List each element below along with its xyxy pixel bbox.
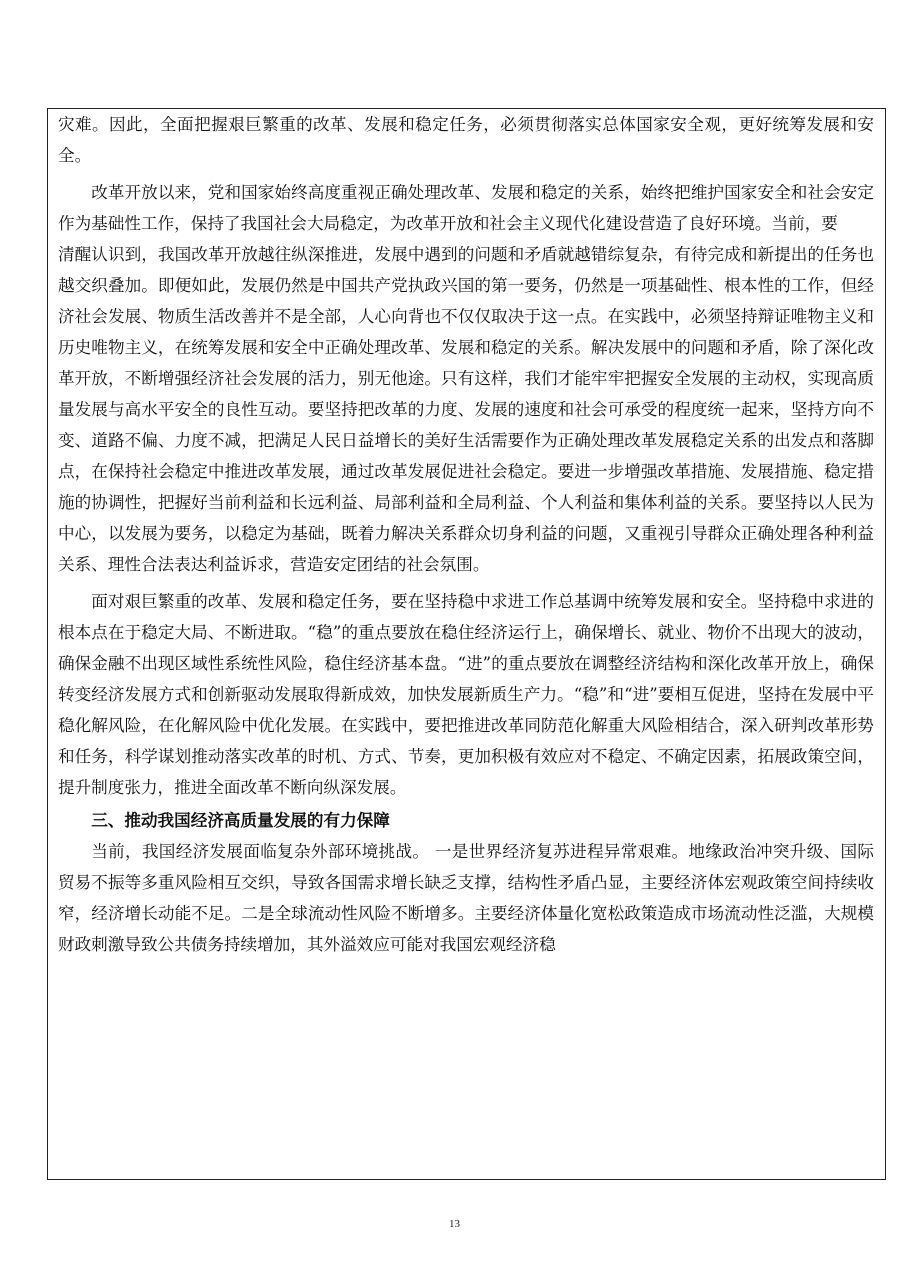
paragraph-awareness-complexity: 清醒认识到，我国改革开放越往纵深推进，发展中遇到的问题和矛盾就越错综复杂，有待完成和新提出的任务也越交织叠加。即便如此，发展仍然是中国共产党执政兴国的第一要务，仍然是一项基础性、根本性的工作，但经济社会发展、物质生活改善并不是全部，人心向背也不仅仅取决于这一点。在实践中，必须坚持辩证唯物主义和历史唯物主义，在统筹发展和安全中正确处理改革、发展和稳定的关系。解决发展中的问题和矛盾，除了深化改革开放，不断增强经济社会发展的活力，别无他途。只有这样，我们才能牢牢把握安全发展的主动权，实现高质量发展与高水平安全的良性互动。要坚持把改革的力度、发展的速度和社会可承受的程度统一起来，坚持方向不变、道路不偏、力度不减，把满足人民日益增长的美好生活需要作为正确处理改革发展稳定关系的出发点和落脚点，在保持社会稳定中推进改革发展，通过改革发展促进社会稳定。要进一步增强改革措施、发展措施、稳定措施的协调性，把握好当前利益和长远利益、局部利益和全局利益、个人利益和集体利益的关系。要坚持以人民为中心，以发展为要务，以稳定为基础，既着力解决关系群众切身利益的问题，又重视引导群众正确处理各种利益关系、理性合法表达利益诉求，营造安定团结的社会氛围。 (58, 245, 874, 574)
paragraph-external-challenges: 当前，我国经济发展面临复杂外部环境挑战。 一是世界经济复苏进程异常艰难。地缘政治冲突升级、国际贸易不振等多重风险相互交织，导致各国需求增长缺乏支撑，结构性矛盾凸显，主要经济体宏观政策空间持续收窄，经济增长动能不足。二是全球流动性风险不断增多。主要经济体量化宽松政策造成市场流动性泛滥，大规模财政刺激导致公共债务持续增加，其外溢效应可能对我国宏观经济稳 (58, 842, 874, 954)
page-number: 13 (449, 1218, 460, 1230)
paragraph-stability-progress: 面对艰巨繁重的改革、发展和稳定任务，要在坚持稳中求进工作总基调中统筹发展和安全。坚持稳中求进的根本点在于稳定大局、不断进取。“稳”的重点要放在稳住经济运行上，确保增长、就业、物价不出现大的波动，确保金融不出现区域性系统性风险，稳住经济基本盘。“进”的重点要放在调整经济结构和深化改革开放上，确保转变经济发展方式和创新驱动发展取得新成效，加快发展新质生产力。“稳”和“进”要相互促进，坚持在发展中平稳化解风险，在化解风险中优化发展。在实践中，要把推进改革同防范化解重大风险相结合，深入研判改革形势和任务，科学谋划推动落实改革的时机、方式、节奏，更加积极有效应对不稳定、不确定因素，拓展政策空间，提升制度张力，推进全面改革不断向纵深发展。 (58, 592, 874, 797)
paragraph-reform-since-opening: 改革开放以来，党和国家始终高度重视正确处理改革、发展和稳定的关系，始终把维护国家安全和社会安定作为基础性工作，保持了我国社会大局稳定，为改革开放和社会主义现代化建设营造了良好环境。当前，要 (58, 183, 874, 233)
document-body (58, 109, 874, 960)
paragraph-continuation-top: 灾难。因此，全面把握艰巨繁重的改革、发展和稳定任务，必须贯彻落实总体国家安全观，更好统筹发展和安全。 (58, 115, 874, 165)
section-heading-three: 三、推动我国经济高质量发展的有力保障 (91, 810, 390, 830)
